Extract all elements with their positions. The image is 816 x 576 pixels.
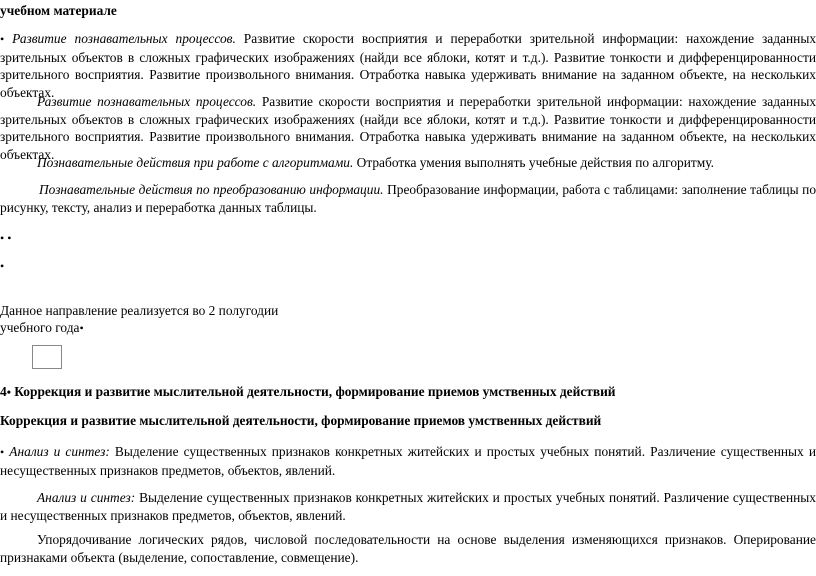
paragraph-text: Выделение существенных признаков конкретных житейских и простых учебных понятий. Различение существенных и несущественных признаков предметов, объектов, явлений. — [0, 490, 816, 523]
section-4-heading — [0, 383, 816, 402]
bullets-row-b: • — [0, 259, 5, 273]
italic-lead: Познавательные действия по преобразованию информации. — [39, 182, 384, 197]
paragraph-text: Упорядочивание логических рядов, числовой последовательности на основе выделения изменяющихся признаков. Оперирование признаками объекта (выделение, сопоставление, совмещение). — [0, 532, 816, 565]
direction-line-1: Данное направление реализуется во 2 полугодии — [0, 303, 279, 318]
empty-box — [32, 345, 62, 369]
paragraph-sequences — [0, 531, 816, 566]
paragraph-text: Преобразование информации, работа с таблицами: заполнение таблицы по рисунку, тексту, анализ и переработка данных таблицы. — [0, 182, 816, 215]
bullet-icon: • — [0, 32, 5, 46]
bullet-icon: • — [0, 445, 5, 459]
paragraph-text: Выделение существенных признаков конкретных житейских и простых учебных понятий. Различение существенных и несущественных признаков предметов, объектов, явлений. — [0, 444, 816, 478]
paragraph-analysis-2 — [0, 489, 816, 524]
paragraph-information — [0, 181, 816, 216]
bullets-row-a: • • — [0, 231, 12, 245]
paragraph-text: Развитие скорости восприятия и переработки зрительной информации: нахождение заданных зрительных объектов в сложных графических изображениях (найди все яблоки, котят и т.д.). Развитие тонкости и дифференцированности зрительного восприятия. Развитие произвольного внимания. Отработка навыка удерживать внимание на заданном объекте, на нескольких объектах. — [0, 31, 816, 100]
paragraph-cognitive-1 — [0, 30, 816, 101]
italic-lead: Развитие познавательных процессов. — [37, 94, 257, 109]
paragraph-cognitive-2 — [0, 93, 816, 163]
italic-lead: Анализ и синтез: — [9, 444, 110, 459]
bullet-icon: • — [79, 321, 84, 335]
paragraph-analysis-1 — [0, 443, 816, 479]
paragraph-text: Отработка умения выполнять учебные действия по алгоритму. — [353, 155, 714, 170]
direction-line-2 — [0, 319, 816, 338]
section-heading-2: Коррекция и развитие мыслительной деятельности, формирование приемов умственных действий — [0, 413, 602, 428]
paragraph-text: Развитие скорости восприятия и переработки зрительной информации: нахождение заданных зрительных объектов в сложных графических изображениях (найди все яблоки, котят и т.д.). Развитие тонкости и дифференцированности зрительного восприятия. Развитие произвольного внимания. Отработка навыка удерживать внимание на заданном объекте, на нескольких объектах. — [0, 94, 816, 162]
section-number: 4 — [0, 384, 7, 399]
bullet-icon: • — [6, 385, 11, 399]
italic-lead: Развитие познавательных процессов. — [12, 31, 236, 46]
italic-lead: Познавательные действия при работе с алгоритмами. — [37, 155, 354, 170]
section-title: Коррекция и развитие мыслительной деятельности, формирование приемов умственных действий — [10, 384, 616, 399]
paragraph-algorithms — [0, 154, 816, 172]
direction-text: учебного года — [0, 320, 80, 335]
heading-top: учебном материале — [0, 3, 117, 18]
italic-lead: Анализ и синтез: — [37, 490, 136, 505]
